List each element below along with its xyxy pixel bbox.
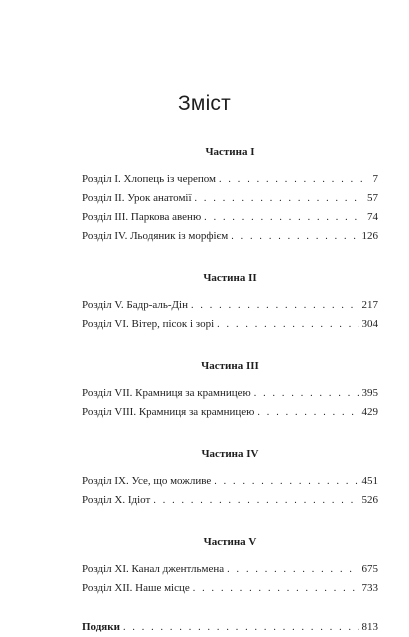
page-title: Зміст bbox=[178, 92, 231, 115]
toc-entry-chapter-1[interactable] bbox=[82, 170, 378, 189]
chapter-title: Розділ VIII. Крамниця за крамницею bbox=[82, 406, 255, 418]
chapter-title: Розділ VII. Крамниця за крамницею bbox=[82, 387, 251, 399]
toc-entry-acknowledgments[interactable] bbox=[82, 618, 378, 637]
chapter-title: Розділ XII. Наше місце bbox=[82, 582, 190, 594]
chapter-title: Розділ IX. Усе, що можливе bbox=[82, 475, 212, 487]
page-number: 395 bbox=[361, 387, 378, 399]
dot-leader bbox=[214, 472, 358, 491]
part-heading: Частина IV bbox=[201, 448, 259, 460]
page-number: 733 bbox=[361, 582, 378, 594]
page-number: 74 bbox=[367, 211, 378, 223]
toc-entry-chapter-8[interactable] bbox=[82, 403, 378, 422]
chapter-title: Розділ X. Ідіот bbox=[82, 494, 151, 506]
toc-entry-chapter-4[interactable] bbox=[82, 227, 378, 246]
toc-entry-chapter-3[interactable] bbox=[82, 208, 378, 227]
toc-entry-chapter-6[interactable] bbox=[82, 315, 378, 334]
chapter-title: Розділ IV. Льодяник із морфієм bbox=[82, 230, 229, 242]
chapter-title: Розділ VI. Вітер, пісок і зорі bbox=[82, 318, 215, 330]
toc-entry-chapter-10[interactable] bbox=[82, 491, 378, 510]
chapter-title: Розділ I. Хлопець із черепом bbox=[82, 173, 216, 185]
page-number: 217 bbox=[361, 299, 378, 311]
part-heading: Частина II bbox=[203, 272, 257, 284]
page-number: 7 bbox=[372, 173, 378, 185]
part-1-section bbox=[82, 146, 378, 246]
dot-leader bbox=[231, 227, 358, 246]
toc-entry-chapter-12[interactable] bbox=[82, 579, 378, 598]
page-number: 429 bbox=[361, 406, 378, 418]
page-number: 57 bbox=[367, 192, 378, 204]
chapter-title: Розділ V. Бадр-аль-Дін bbox=[82, 299, 188, 311]
table-of-contents bbox=[82, 146, 378, 637]
dot-leader bbox=[193, 579, 359, 598]
page-number: 126 bbox=[361, 230, 378, 242]
dot-leader bbox=[153, 491, 358, 510]
dot-leader bbox=[195, 189, 364, 208]
chapter-title: Розділ II. Урок анатомії bbox=[82, 192, 192, 204]
chapter-title: Розділ XI. Канал джентльмена bbox=[82, 563, 225, 575]
page-number: 675 bbox=[361, 563, 378, 575]
dot-leader bbox=[254, 384, 359, 403]
dot-leader bbox=[219, 170, 370, 189]
dot-leader bbox=[191, 296, 359, 315]
page-number: 304 bbox=[361, 318, 378, 330]
part-heading: Частина I bbox=[205, 146, 255, 158]
part-heading: Частина V bbox=[203, 536, 257, 548]
dot-leader bbox=[217, 315, 358, 334]
page-number: 526 bbox=[361, 494, 378, 506]
page-number: 451 bbox=[361, 475, 378, 487]
toc-entry-chapter-9[interactable] bbox=[82, 472, 378, 491]
dot-leader bbox=[123, 618, 359, 637]
part-5-section bbox=[82, 536, 378, 598]
dot-leader bbox=[257, 403, 358, 422]
page-number: 813 bbox=[361, 621, 378, 633]
toc-entry-chapter-11[interactable] bbox=[82, 560, 378, 579]
toc-entry-chapter-2[interactable] bbox=[82, 189, 378, 208]
toc-entry-chapter-5[interactable] bbox=[82, 296, 378, 315]
part-2-section bbox=[82, 272, 378, 334]
part-heading: Частина III bbox=[201, 360, 259, 372]
acknowledgments-title: Подяки bbox=[82, 621, 120, 633]
dot-leader bbox=[227, 560, 358, 579]
chapter-title: Розділ III. Паркова авеню bbox=[82, 211, 202, 223]
toc-entry-chapter-7[interactable] bbox=[82, 384, 378, 403]
part-4-section bbox=[82, 448, 378, 510]
part-3-section bbox=[82, 360, 378, 422]
dot-leader bbox=[204, 208, 364, 227]
